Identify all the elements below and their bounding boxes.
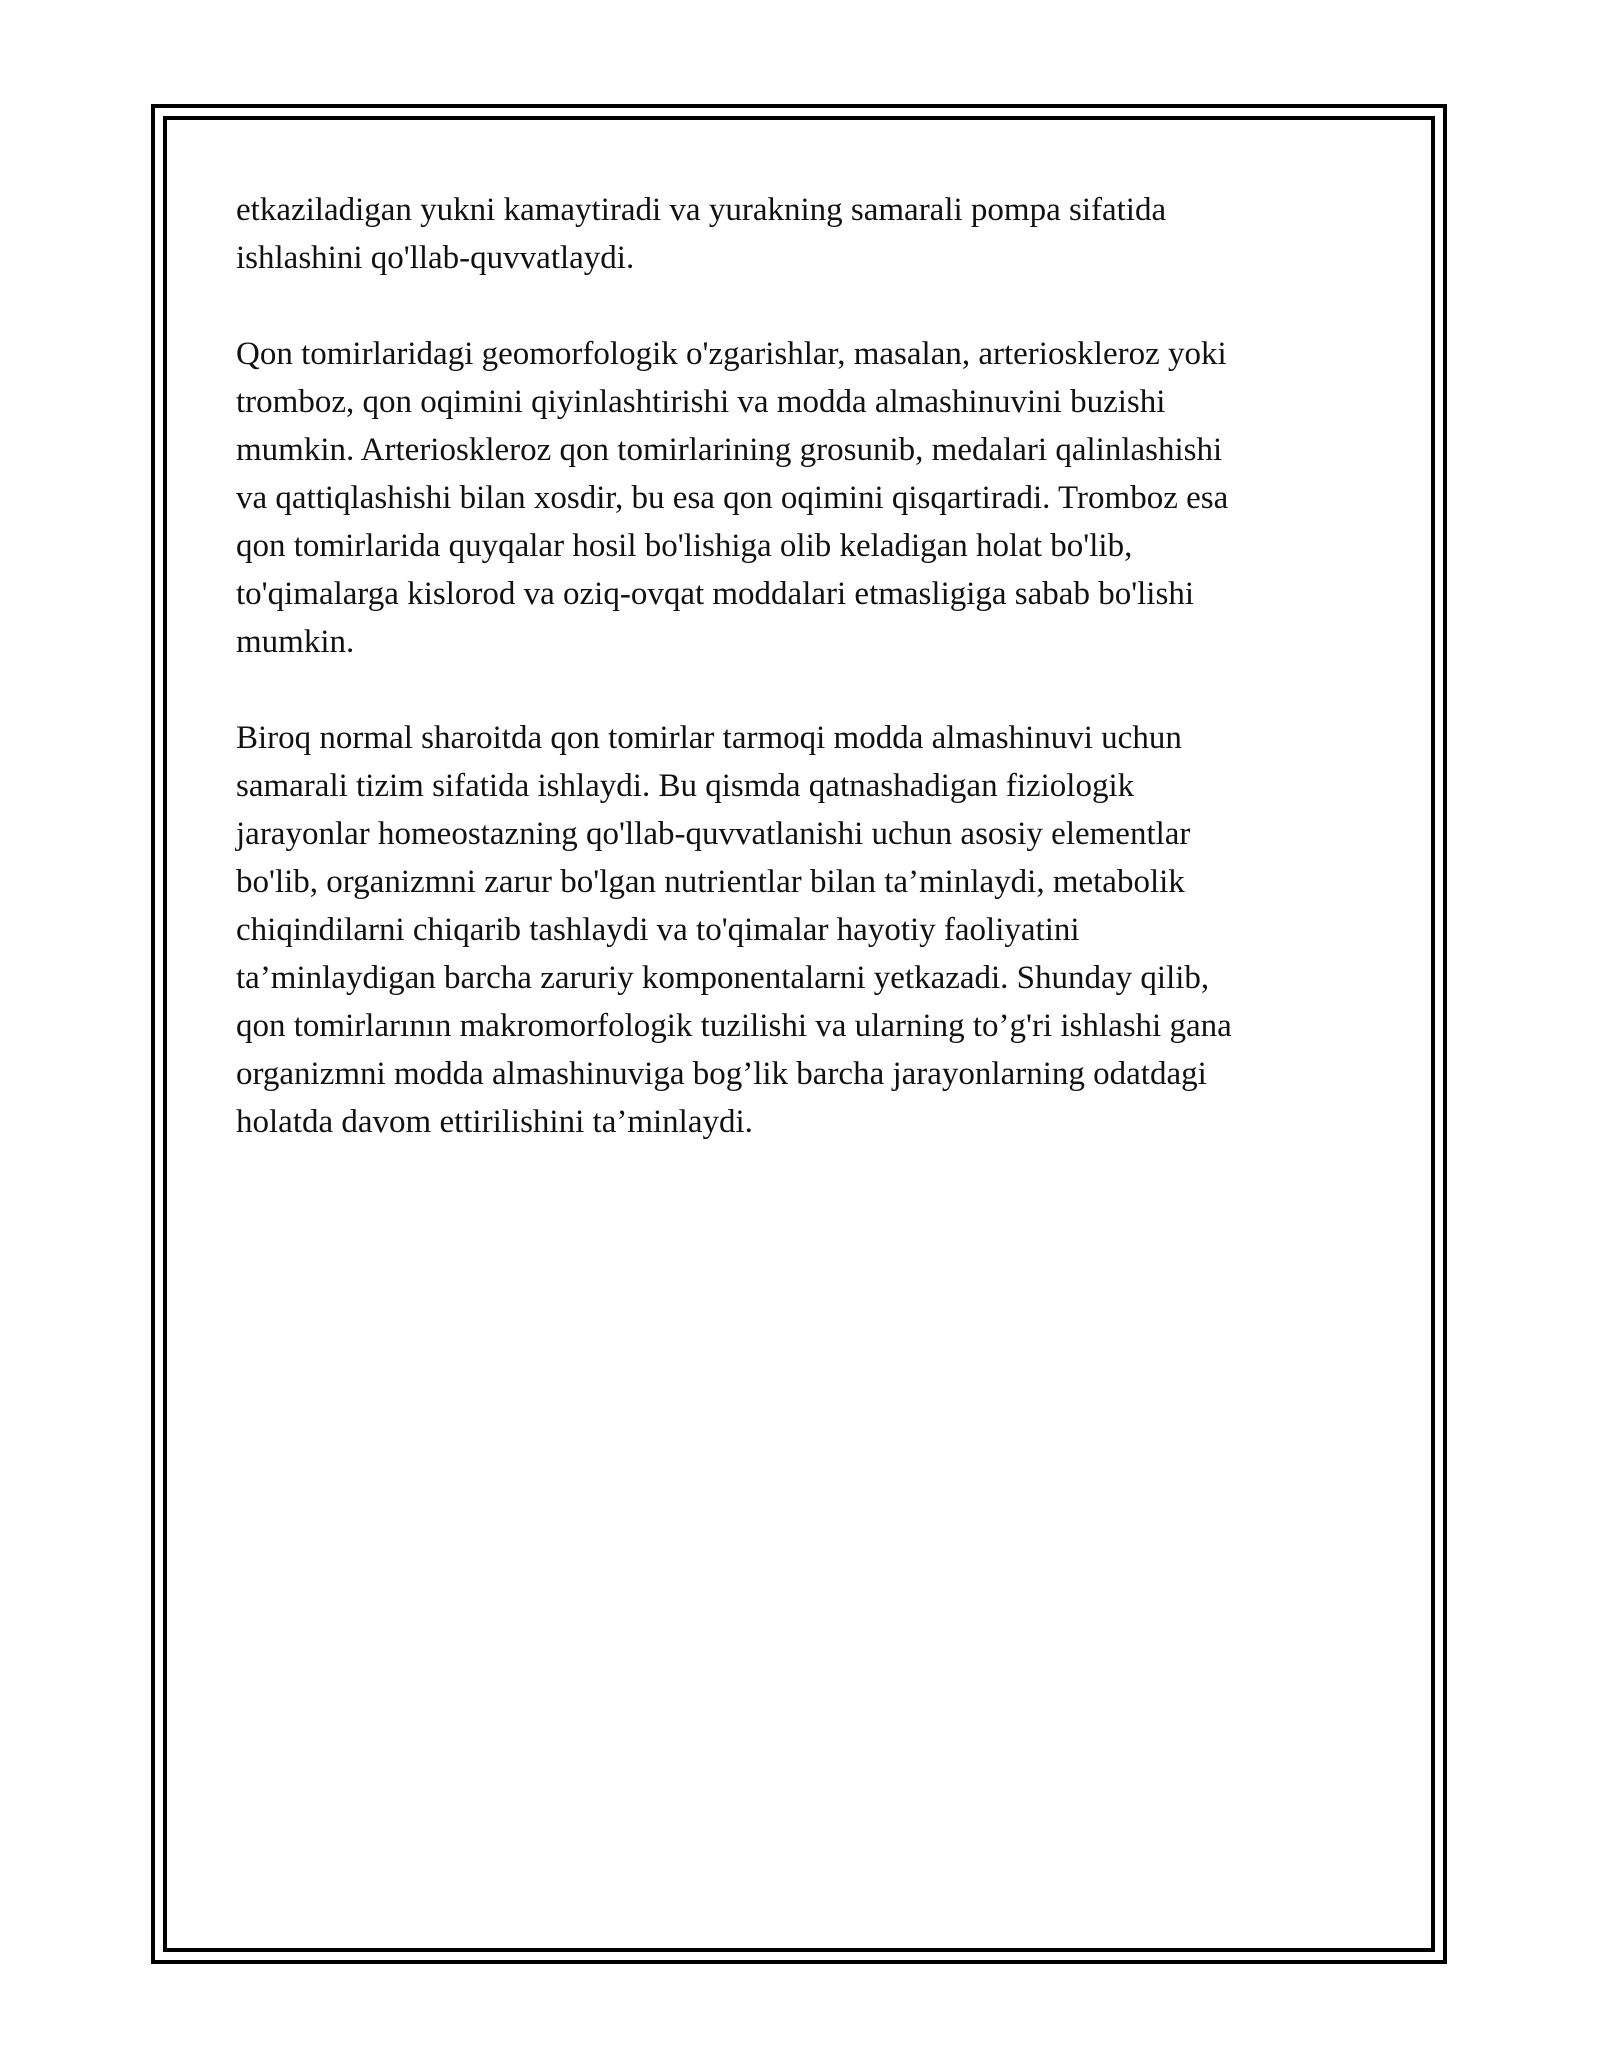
line: chiqindilarni chiqarib tashlaydi va to'qimalar hayotiy faoliyatini [236,912,1080,948]
paragraph-2 [236,330,1376,666]
line: Qon tomirlaridagi geomorfologik o'zgarishlar, masalan, arterioskleroz yoki [236,336,1227,372]
line: ta’minlaydigan barcha zaruriy komponentalarni yetkazadi. Shunday qilib, [236,960,1210,996]
line: tromboz, qon oqimini qiyinlashtirishi va modda almashinuvini buzishi [236,384,1166,420]
line: qon tomirlarının makromorfologik tuzilishi va ularning to’g'ri ishlashi gana [236,1008,1232,1044]
paragraph-1 [236,186,1376,282]
line: holatda davom ettirilishini ta’minlaydi. [236,1104,753,1140]
line: qon tomirlarida quyqalar hosil bo'lishiga olib keladigan holat bo'lib, [236,528,1133,564]
line: Biroq normal sharoitda qon tomirlar tarmoqi modda almashinuvi uchun [236,720,1182,756]
line: etkaziladigan yukni kamaytiradi va yurakning samarali pompa sifatida [236,192,1167,228]
line: organizmni modda almashinuviga bog’lik barcha jarayonlarning odatdagi [236,1056,1207,1092]
document-body [236,186,1376,1194]
line: to'qimalarga kislorod va oziq-ovqat moddalari etmasligiga sabab bo'lishi [236,576,1194,612]
line: jarayonlar homeostazning qo'llab-quvvatlanishi uchun asosiy elementlar [236,816,1191,852]
line: ishlashini qo'llab-quvvatlaydi. [236,240,635,276]
line: mumkin. [236,624,355,660]
line: va qattiqlashishi bilan xosdir, bu esa qon oqimini qisqartiradi. Tromboz esa [236,480,1229,516]
line: bo'lib, organizmni zarur bo'lgan nutrientlar bilan ta’minlaydi, metabolik [236,864,1185,900]
line: samarali tizim sifatida ishlaydi. Bu qismda qatnashadigan fiziologik [236,768,1135,804]
paragraph-3 [236,714,1376,1146]
line: mumkin. Arterioskleroz qon tomirlarining grosunib, medalari qalinlashishi [236,432,1223,468]
